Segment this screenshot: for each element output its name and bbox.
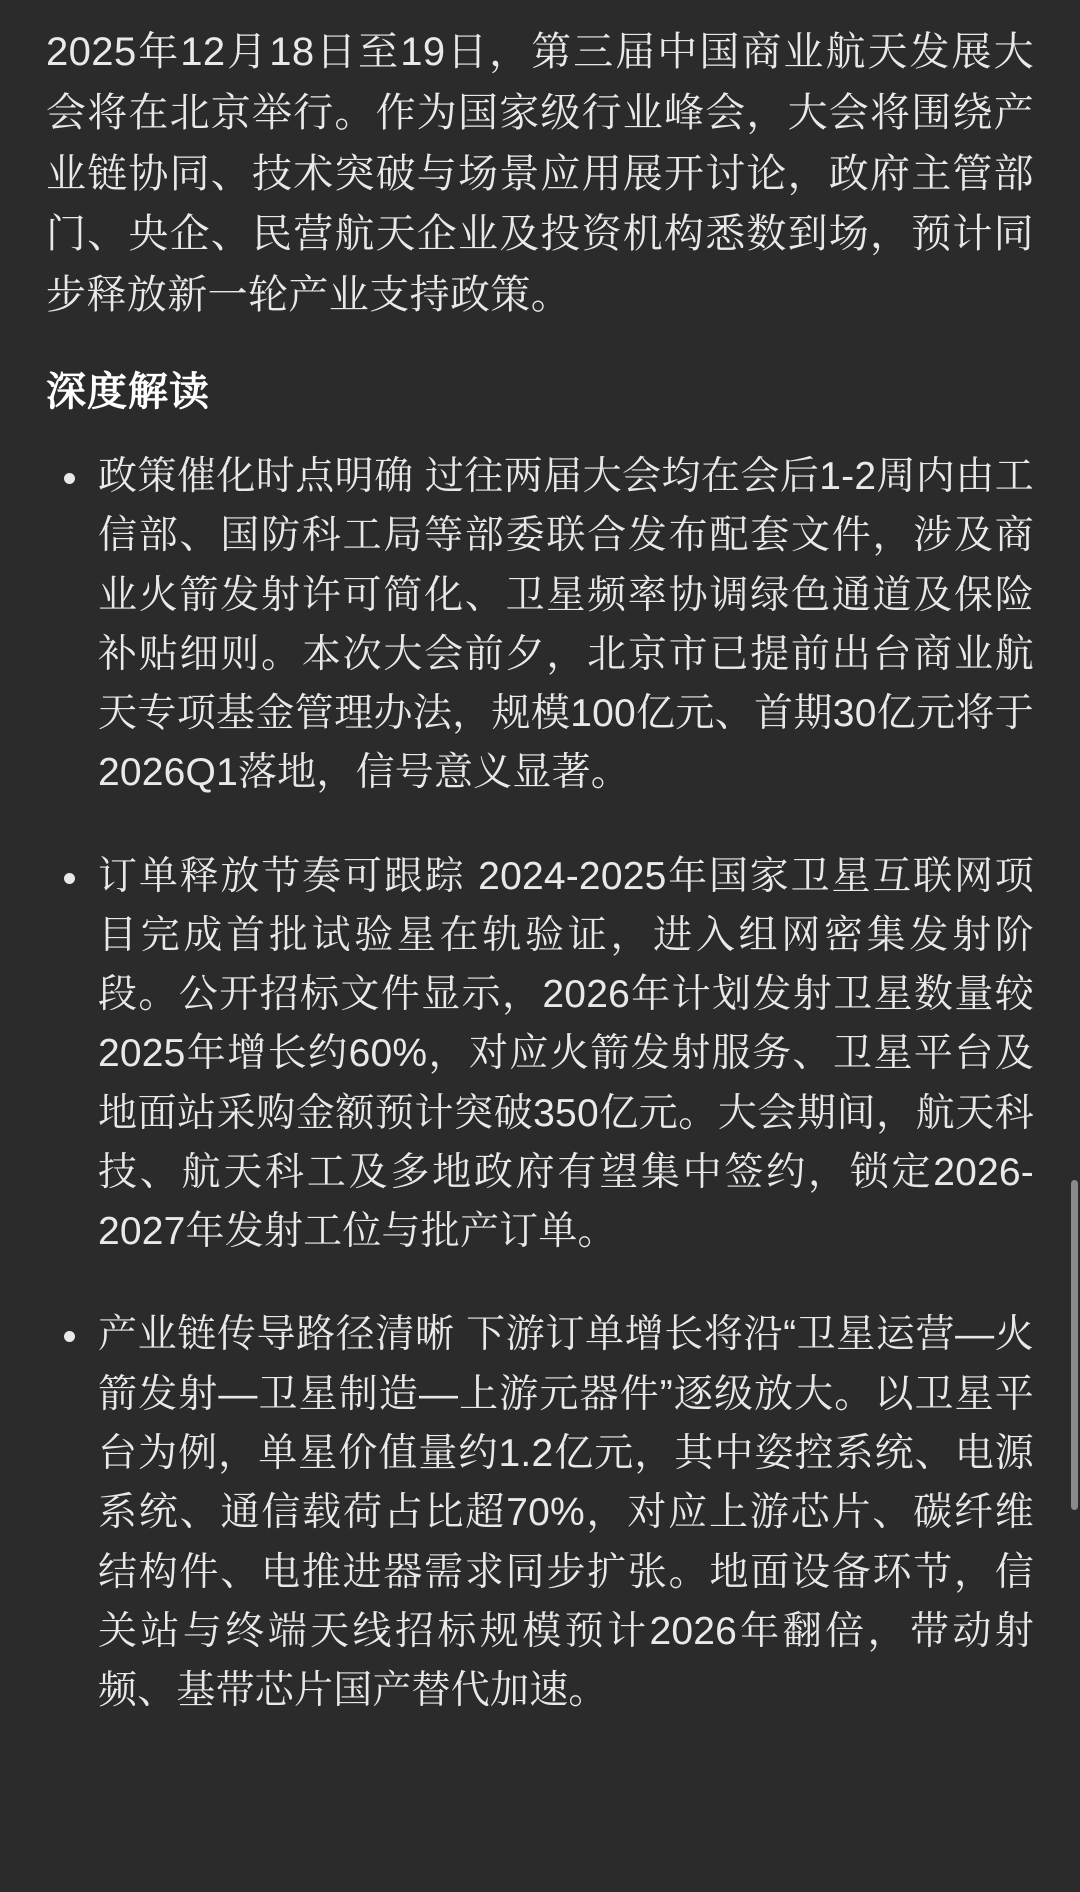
section-title: 深度解读 bbox=[46, 369, 210, 414]
list-item: 产业链传导路径清晰 下游订单增长将沿“卫星运营—火箭发射—卫星制造—上游元器件”逐级放大。以卫星平台为例，单星价值量约1.2亿元，其中姿控系统、电源系统、通信载荷占比超70%，对应上游芯片、碳纤维结构件、电推进器需求同步扩张。地面设备环节，信关站与终端天线招标规模预计2026年翻倍，带动射频、基带芯片国产替代加速。 bbox=[46, 1305, 1034, 1720]
list-item: 订单释放节奏可跟踪 2024-2025年国家卫星互联网项目完成首批试验星在轨验证，进入组网密集发射阶段。公开招标文件显示，2026年计划发射卫星数量较2025年增长约60%，对应火箭发射服务、卫星平台及地面站采购金额预计突破350亿元。大会期间，航天科技、航天科工及多地政府有望集中签约，锁定2026-2027年发射工位与批产订单。 bbox=[46, 847, 1034, 1262]
lead-paragraph: 2025年12月18日至19日，第三届中国商业航天发展大会将在北京举行。作为国家级行业峰会，大会将围绕产业链协同、技术突破与场景应用展开讨论，政府主管部门、央企、民营航天企业及投资机构悉数到场，预计同步释放新一轮产业支持政策。 bbox=[46, 30, 1034, 318]
list-item: 政策催化时点明确 过往两届大会均在会后1-2周内由工信部、国防科工局等部委联合发布配套文件，涉及商业火箭发射许可简化、卫星频率协调绿色通道及保险补贴细则。本次大会前夕，北京市已提前出台商业航天专项基金管理办法，规模100亿元、首期30亿元将于2026Q1落地，信号意义显著。 bbox=[46, 447, 1034, 803]
vertical-scrollbar[interactable] bbox=[1071, 1180, 1078, 1510]
analysis-points-list bbox=[46, 447, 1034, 1720]
